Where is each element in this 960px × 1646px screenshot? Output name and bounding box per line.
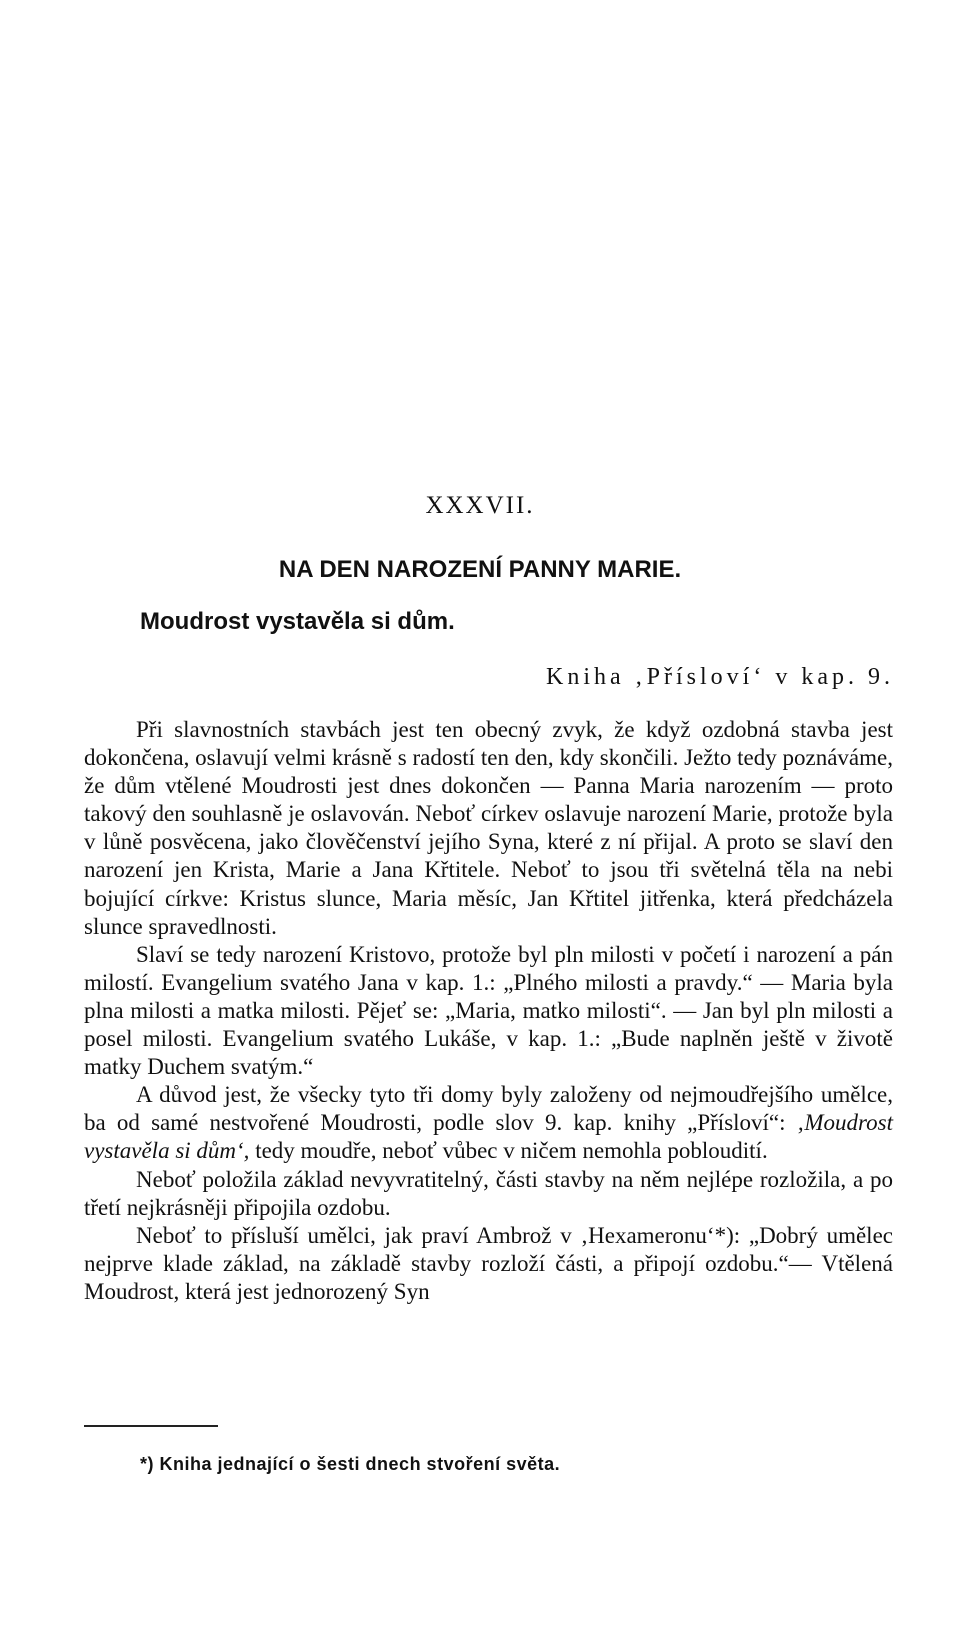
chapter-number: XXXVII. [425,492,535,519]
paragraph: Při slavnostních stavbách jest ten obecný zvyk, že když ozdobná stavba jest dokončena, oslavují velmi krásně s radostí ten den, kdy skončili. Ježto tedy poznáváme, že dům vtělené Moudrosti jest dnes dokončen — Panna Maria narozením — proto takový den souhlasně je oslavován. Neboť církev oslavuje narození Marie, protože byla v lůně posvěcena, jako člověčenství jejího Syna, které z ní přijal. A proto se slaví den narození jen Krista, Marie a Jana Křtitele. Neboť to jsou tři světelná těla na nebi bojující církve: Kristus slunce, Maria měsíc, Jan Křtitel jitřenka, která předcházela slunce spravedlnosti. [84,717,893,939]
body-text [84,716,893,1306]
chapter-title: NA DEN NAROZENÍ PANNY MARIE. [278,556,682,583]
scripture-source: Kniha ‚Přísloví‘ v kap. 9. [546,664,894,690]
paragraph-text: tedy moudře, neboť vůbec v ničem nemohla pobloudití. [249,1138,768,1164]
footnote-divider [84,1425,218,1427]
quoted-title: ‚Moudrost vystavěla si dům‘, [84,1110,893,1164]
footnote: *) Kniha jednající o šesti dnech stvoření světa. [140,1454,561,1474]
paragraph: Neboť položila základ nevyvratitelný, části stavby na něm nejlépe rozložila, a po třetí nejkrásněji připojila ozdobu. [84,1166,893,1220]
chapter-subtitle: Moudrost vystavěla si dům. [140,608,455,635]
paragraph: Slaví se tedy narození Kristovo, protože byl pln milosti v početí i narození a pán milostí. Evangelium svatého Jana v kap. 1.: „Plného milosti a pravdy.“ — Maria byla plna milosti a matka milosti. Pějeť se: „Maria, matko milosti“. — Jan byl pln milosti a posel milosti. Evangelium svatého Lukáše, v kap. 1.: „Bude naplněn ještě v životě matky Duchem svatým.“ [84,941,893,1080]
paragraph [84,1081,893,1165]
paragraph: Neboť to přísluší umělci, jak praví Ambrož v ‚Hexameronu‘*): „Dobrý umělec nejprve klade základ, na základě stavby rozloží části, a připojí ozdobu.“— Vtělená Moudrost, která jest jednorozený Syn [84,1222,893,1304]
paragraph-text: A důvod jest, že všecky tyto tři domy byly založeny od nejmoudřejšího umělce, ba od samé nestvořené Moudrosti, podle slov 9. kap. knihy „Přísloví“: [84,1082,893,1136]
